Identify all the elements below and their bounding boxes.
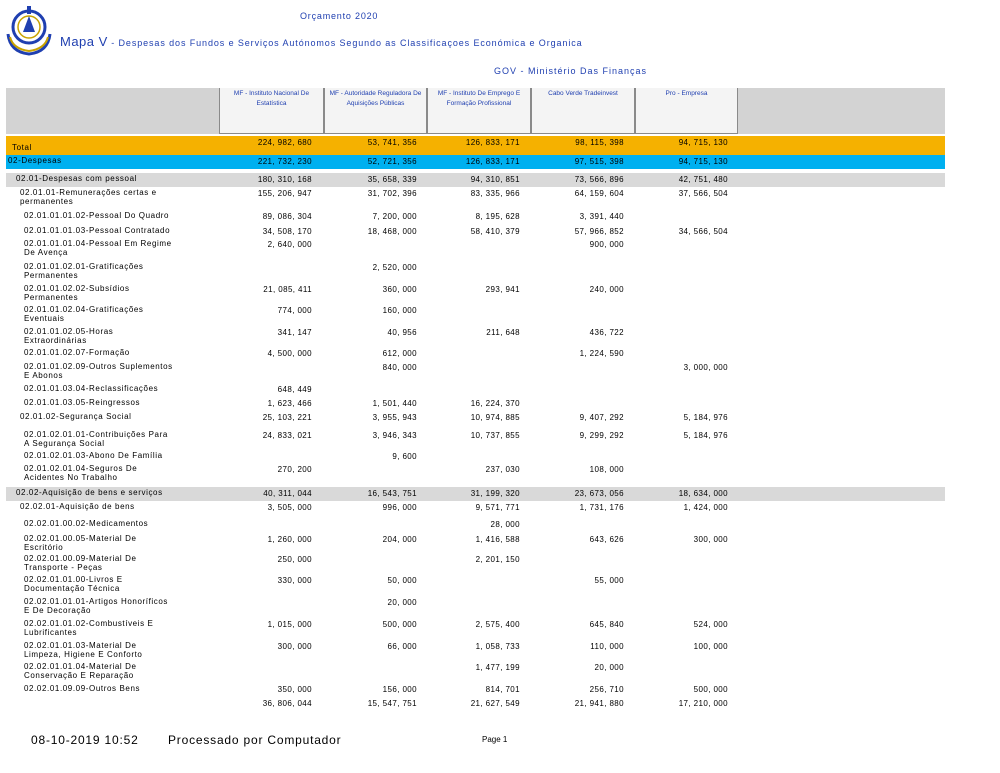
row-value: 341, 147 (277, 328, 312, 337)
row-value: 10, 974, 885 (470, 413, 520, 422)
row-label: 02.02.01.01.04-Material De Conservação E Reparação (24, 662, 137, 680)
table-row (6, 399, 945, 412)
row-value: 94, 715, 130 (678, 157, 728, 166)
row-value: 7, 200, 000 (372, 212, 417, 221)
row-value: 2, 201, 150 (475, 555, 520, 564)
row-value: 160, 000 (382, 306, 417, 315)
row-label: 02.01.01.02.02-Subsídios Permanentes (24, 284, 130, 302)
row-value: 500, 000 (693, 685, 728, 694)
row-value: 25, 103, 221 (262, 413, 312, 422)
row-value: 840, 000 (382, 363, 417, 372)
table-row (6, 620, 945, 642)
row-value: 66, 000 (387, 642, 417, 651)
row-value: 524, 000 (693, 620, 728, 629)
ministry-label: GOV - Ministério Das Finanças (494, 66, 648, 76)
row-value: 55, 000 (594, 576, 624, 585)
table-row (6, 136, 945, 155)
row-label: 02.01-Despesas com pessoal (16, 174, 137, 183)
row-value: 1, 623, 466 (267, 399, 312, 408)
row-value: 436, 722 (589, 328, 624, 337)
report-subtitle: - Despesas dos Fundos e Serviços Autónomos Segundo as Classificaçoes Económica e Organica (107, 38, 583, 48)
row-value: 643, 626 (589, 535, 624, 544)
row-value: 1, 477, 199 (475, 663, 520, 672)
row-value: 360, 000 (382, 285, 417, 294)
row-label: 02.01.02.01.01-Contribuições Para A Segurança Social (24, 430, 168, 448)
row-label: 02.01.01.03.05-Reingressos (24, 398, 141, 407)
row-value: 16, 224, 370 (470, 399, 520, 408)
row-value: 108, 000 (589, 465, 624, 474)
table-row (6, 663, 945, 685)
row-value: 42, 751, 480 (678, 175, 728, 184)
row-label: 02.02.01.01.02-Combustíveis E Lubrificantes (24, 619, 154, 637)
table-row (6, 263, 945, 285)
table-row (6, 598, 945, 620)
row-value: 256, 710 (589, 685, 624, 694)
table-row (6, 240, 945, 262)
table-row (6, 555, 945, 577)
row-value: 1, 416, 588 (475, 535, 520, 544)
row-value: 21, 085, 411 (263, 285, 312, 294)
row-value: 23, 673, 056 (574, 489, 624, 498)
column-header: Cabo Verde Tradeinvest (531, 88, 635, 134)
row-value: 9, 571, 771 (475, 503, 520, 512)
row-value: 21, 941, 880 (574, 699, 624, 708)
row-value: 110, 000 (590, 642, 624, 651)
row-value: 1, 424, 000 (683, 503, 728, 512)
row-value: 16, 543, 751 (367, 489, 417, 498)
row-value: 36, 806, 044 (262, 699, 312, 708)
row-value: 996, 000 (382, 503, 417, 512)
row-value: 98, 115, 398 (575, 138, 624, 147)
row-value: 89, 086, 304 (262, 212, 312, 221)
row-value: 330, 000 (277, 576, 312, 585)
row-label: 02.01.02.01.04-Seguros De Acidentes No Trabalho (24, 464, 138, 482)
report-title (60, 34, 583, 49)
row-value: 180, 310, 168 (257, 175, 312, 184)
table-row (6, 503, 945, 517)
table-row (6, 173, 945, 187)
row-value: 4, 500, 000 (267, 349, 312, 358)
row-value: 250, 000 (277, 555, 312, 564)
row-value: 2, 575, 400 (475, 620, 520, 629)
row-value: 53, 741, 356 (367, 138, 417, 147)
column-header: MF - Autoridade Reguladora De Aquisições Públicas (324, 88, 427, 134)
row-value: 20, 000 (387, 598, 417, 607)
table-row (6, 306, 945, 328)
row-value: 83, 335, 966 (470, 189, 520, 198)
row-value: 126, 833, 171 (465, 138, 520, 147)
row-label: 02.01.01.02.01-Gratificações Permanentes (24, 262, 144, 280)
row-value: 1, 260, 000 (267, 535, 312, 544)
table-row (6, 452, 945, 465)
row-label: 02.01.01.02.09-Outros Suplementos E Abonos (24, 362, 173, 380)
row-value: 5, 184, 976 (683, 413, 728, 422)
table-row (6, 363, 945, 385)
table-row (6, 189, 945, 211)
table-row (6, 535, 945, 557)
row-value: 57, 966, 852 (574, 227, 624, 236)
table-row (6, 413, 945, 426)
row-value: 1, 015, 000 (267, 620, 312, 629)
row-label: Total (12, 143, 32, 152)
table-row (6, 576, 945, 598)
row-value: 94, 310, 851 (470, 175, 520, 184)
row-label: 02.02.01-Aquisição de bens (20, 502, 135, 511)
budget-year-title: Orçamento 2020 (300, 11, 379, 21)
row-value: 97, 515, 398 (574, 157, 624, 166)
row-label: 02.01.01.02.04-Gratificações Eventuais (24, 305, 144, 323)
row-value: 18, 634, 000 (678, 489, 728, 498)
row-value: 221, 732, 230 (257, 157, 312, 166)
footer-processed: Processado por Computador (168, 733, 342, 747)
table-row (6, 155, 945, 169)
row-value: 300, 000 (693, 535, 728, 544)
row-label: 02-Despesas (8, 156, 62, 165)
row-value: 648, 449 (277, 385, 312, 394)
row-value: 9, 407, 292 (579, 413, 624, 422)
row-value: 100, 000 (693, 642, 728, 651)
row-value: 31, 702, 396 (367, 189, 417, 198)
row-value: 73, 566, 896 (574, 175, 624, 184)
table-row (6, 520, 945, 533)
row-label: 02.01.02.01.03-Abono De Família (24, 451, 163, 460)
row-value: 34, 508, 170 (262, 227, 312, 236)
column-header: MF - Instituto Nacional De Estatística (219, 88, 324, 134)
table-row (6, 349, 945, 362)
table-row (6, 699, 945, 712)
row-label: 02.01.01.01.02-Pessoal Do Quadro (24, 211, 170, 220)
row-label: 02.01.01.02.05-Horas Extraordinárias (24, 327, 114, 345)
row-label: 02.01.01.02.07-Formação (24, 348, 130, 357)
row-value: 612, 000 (382, 349, 417, 358)
row-value: 1, 058, 733 (475, 642, 520, 651)
table-row (6, 685, 945, 698)
row-value: 240, 000 (589, 285, 624, 294)
row-value: 24, 833, 021 (262, 431, 312, 440)
row-value: 35, 658, 339 (367, 175, 417, 184)
row-value: 2, 640, 000 (267, 240, 312, 249)
row-value: 21, 627, 549 (470, 699, 520, 708)
row-label: 02.01.01.01.03-Pessoal Contratado (24, 226, 171, 235)
table-row (6, 285, 945, 307)
row-value: 300, 000 (277, 642, 312, 651)
row-value: 37, 566, 504 (678, 189, 728, 198)
row-label: 02.02.01.00.09-Material De Transporte - Peças (24, 554, 137, 572)
row-value: 3, 000, 000 (683, 363, 728, 372)
table-row (6, 431, 945, 453)
row-label: 02.02.01.09.09-Outros Bens (24, 684, 141, 693)
row-value: 1, 731, 176 (579, 503, 624, 512)
row-value: 1, 501, 440 (372, 399, 417, 408)
row-value: 156, 000 (382, 685, 417, 694)
table-row (6, 642, 945, 664)
row-value: 155, 206, 947 (257, 189, 312, 198)
row-value: 5, 184, 976 (683, 431, 728, 440)
row-value: 8, 195, 628 (475, 212, 520, 221)
row-value: 204, 000 (382, 535, 417, 544)
footer-date: 08-10-2019 10:52 (31, 733, 139, 747)
row-value: 270, 200 (277, 465, 312, 474)
row-value: 15, 547, 751 (367, 699, 417, 708)
row-value: 814, 701 (485, 685, 520, 694)
row-value: 3, 955, 943 (372, 413, 417, 422)
row-value: 28, 000 (490, 520, 520, 529)
row-value: 3, 391, 440 (579, 212, 624, 221)
row-value: 645, 840 (589, 620, 624, 629)
row-value: 31, 199, 320 (470, 489, 520, 498)
column-header: Pro - Empresa (635, 88, 738, 134)
row-value: 10, 737, 855 (470, 431, 520, 440)
row-value: 350, 000 (277, 685, 312, 694)
row-value: 900, 000 (589, 240, 624, 249)
row-value: 20, 000 (594, 663, 624, 672)
row-label: 02.02.01.01.01-Artigos Honoríficos E De Decoração (24, 597, 169, 615)
row-value: 40, 956 (387, 328, 417, 337)
row-value: 293, 941 (485, 285, 520, 294)
row-value: 18, 468, 000 (367, 227, 417, 236)
row-value: 9, 600 (392, 452, 417, 461)
row-value: 52, 721, 356 (367, 157, 417, 166)
row-label: 02.01.01-Remunerações certas e permanentes (20, 188, 157, 206)
footer-page-number: Page 1 (482, 735, 508, 744)
row-label: 02.01.02-Segurança Social (20, 412, 132, 421)
table-row (6, 487, 945, 501)
column-header: MF - Instituto De Emprego E Formação Profissional (427, 88, 531, 134)
row-value: 211, 648 (486, 328, 520, 337)
mapa-label: Mapa V (60, 34, 108, 49)
row-value: 237, 030 (485, 465, 520, 474)
row-value: 40, 311, 044 (263, 489, 312, 498)
row-value: 94, 715, 130 (678, 138, 728, 147)
table-row (6, 212, 945, 225)
row-value: 3, 505, 000 (267, 503, 312, 512)
row-value: 34, 566, 504 (678, 227, 728, 236)
row-value: 50, 000 (387, 576, 417, 585)
row-value: 126, 833, 171 (465, 157, 520, 166)
table-row (6, 328, 945, 350)
row-value: 17, 210, 000 (678, 699, 728, 708)
row-value: 64, 159, 604 (574, 189, 624, 198)
row-value: 9, 299, 292 (579, 431, 624, 440)
coat-of-arms-logo (4, 4, 54, 56)
row-label: 02.02.01.01.03-Material De Limpeza, Higiene E Conforto (24, 641, 143, 659)
row-label: 02.02.01.00.02-Medicamentos (24, 519, 149, 528)
row-value: 3, 946, 343 (372, 431, 417, 440)
row-label: 02.02.01.00.05-Material De Escritório (24, 534, 137, 552)
row-label: 02.02.01.01.00-Livros E Documentação Técnica (24, 575, 123, 593)
row-value: 774, 000 (277, 306, 312, 315)
row-value: 2, 520, 000 (372, 263, 417, 272)
row-label: 02.02-Aquisição de bens e serviços (16, 488, 163, 497)
row-value: 500, 000 (382, 620, 417, 629)
table-row (6, 465, 945, 487)
row-value: 1, 224, 590 (579, 349, 624, 358)
table-row (6, 385, 945, 398)
row-value: 58, 410, 379 (470, 227, 520, 236)
row-label: 02.01.01.01.04-Pessoal Em Regime De Avença (24, 239, 172, 257)
row-value: 224, 982, 680 (257, 138, 312, 147)
row-label: 02.01.01.03.04-Reclassificações (24, 384, 159, 393)
